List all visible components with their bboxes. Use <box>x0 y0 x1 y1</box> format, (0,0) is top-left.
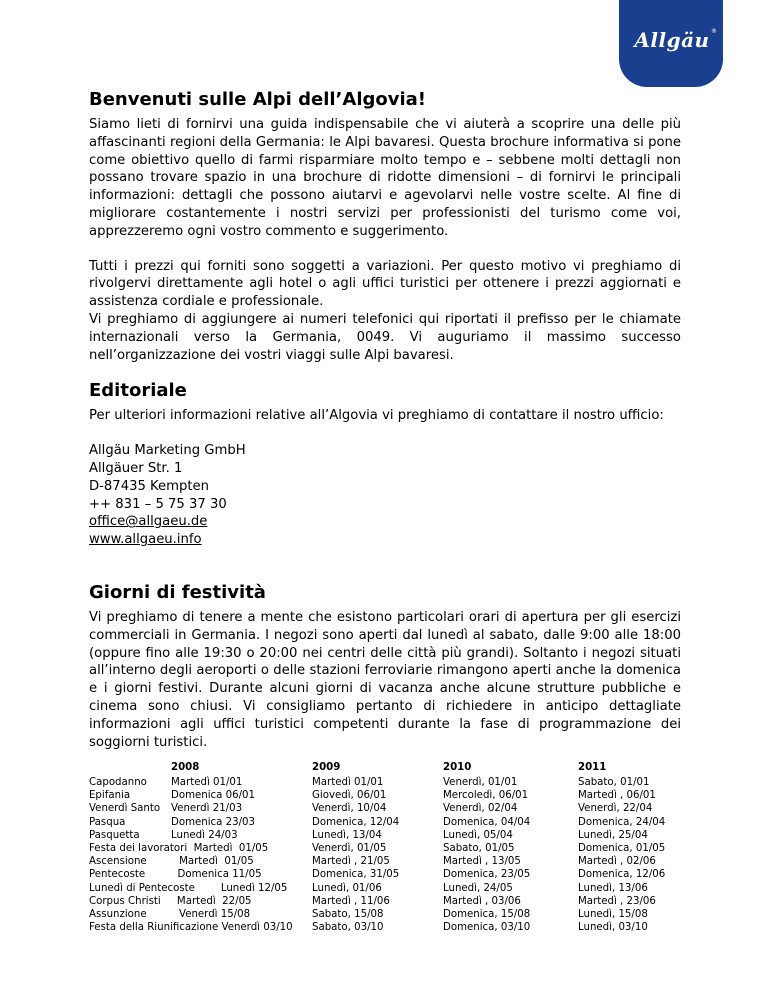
column-2011 <box>578 761 688 934</box>
year-header: 2010 <box>443 762 472 773</box>
date-cell: Mercoledì, 06/01 <box>443 790 529 802</box>
table-row: Assunzione Venerdì 15/08 <box>89 908 251 920</box>
column-2009 <box>312 761 432 934</box>
year-header: 2008 <box>171 762 200 773</box>
date-cell: Martedì , 13/05 <box>443 856 521 868</box>
table-row: Festa della Riunificazione Venerdì 03/10 <box>89 922 293 934</box>
address-line: Allgäuer Str. 1 <box>89 460 183 476</box>
date-cell: Venerdì, 01/05 <box>312 842 387 854</box>
date-cell: Martedì , 02/06 <box>578 856 656 868</box>
date-cell: Domenica, 12/04 <box>312 816 400 828</box>
table-row: Pasqua Domenica 23/03 <box>89 816 255 828</box>
address-line: Allgäu Marketing GmbH <box>89 443 246 459</box>
address-line: D-87435 Kempten <box>89 478 210 494</box>
document-body <box>89 90 681 751</box>
table-row: Lunedì di Pentecoste Lunedì 12/05 <box>89 882 288 894</box>
intro-paragraph-1: Siamo lieti di fornirvi una guida indispensabile che vi aiuterà a scoprire una delle più affascinanti regioni della Germania: le Alpi bavaresi. Questa brochure informativa si pone come obiettivo quello di farmi risparmiare molto tempo e – sebbene molti dettagli non possano trovare spazio in una brochure di ridotte dimensioni – di fornirvi le principali informazioni: dettagli che possono aiutarvi e agevolarvi nelle vostre scelte. Al fine di migliorare costantemente i nostri servizi per professionisti del turismo come voi, apprezzeremo ogni vostro commento e suggerimento. <box>89 117 681 239</box>
date-cell: Domenica, 04/04 <box>443 816 531 828</box>
date-cell: Lunedì, 05/04 <box>443 829 513 841</box>
table-row: Pasquetta Lunedì 24/03 <box>89 829 238 841</box>
date-cell: Domenica, 31/05 <box>312 869 400 881</box>
intro-paragraph-2: Tutti i prezzi qui forniti sono soggetti a variazioni. Per questo motivo vi preghiamo di rivolgervi direttamente agli hotel o agli uffici turistici per ottenere i prezzi aggiornati e assistenza cordiale e professionale. <box>89 258 681 310</box>
editorial-text: Per ulteriori informazioni relative all’Algovia vi preghiamo di contattare il nostro ufficio: <box>89 408 664 424</box>
phone-number: ++ 831 – 5 75 37 30 <box>89 496 227 512</box>
editorial-title: Editoriale <box>89 380 187 402</box>
column-2010 <box>443 761 563 934</box>
date-cell: Lunedì, 15/08 <box>578 908 648 920</box>
date-cell: Venerdì, 22/04 <box>578 803 653 815</box>
date-cell: Martedì , 21/05 <box>312 856 390 868</box>
table-row: Festa dei lavoratori Martedì 01/05 <box>89 842 269 854</box>
date-cell: Domenica, 24/04 <box>578 816 666 828</box>
date-cell: Martedì 01/01 <box>312 777 384 788</box>
intro-title: Benvenuti sulle Alpi dell’Algovia! <box>89 89 426 110</box>
date-cell: Venerdì, 01/01 <box>443 777 518 788</box>
date-cell: Domenica, 12/06 <box>578 869 666 881</box>
holidays-text: Vi preghiamo di tenere a mente che esistono particolari orari di apertura per gli esercizi commerciali in Germania. I negozi sono aperti dal lunedì al sabato, dalle 9:00 alle 18:00 (oppure fino alle 19:30 o 20:00 nei centri delle città più grandi). Soltanto i negozi situati all’interno degli aeroporti o delle stazioni ferroviarie rimangono aperti anche la domenica e i giorni festivi. Durante alcuni giorni di vacanza anche alcune strutture pubbliche e cinema sono chiusi. Vi consigliamo pertanto di richiedere in anticipo dettagliate informazioni agli uffici turistici competenti durante la fase di programmazione dei soggiorni turistici. <box>89 609 681 750</box>
date-cell: Lunedì, 25/04 <box>578 829 648 841</box>
date-cell: Giovedì, 06/01 <box>312 790 387 802</box>
contact-address <box>89 442 681 549</box>
date-cell: Sabato, 01/01 <box>578 777 650 788</box>
date-cell: Domenica, 03/10 <box>443 922 531 934</box>
year-header: 2011 <box>578 762 607 773</box>
date-cell: Sabato, 03/10 <box>312 922 384 934</box>
holidays-title: Giorni di festività <box>89 581 266 603</box>
table-row: Pentecoste Domenica 11/05 <box>89 869 262 881</box>
date-cell: Venerdì, 02/04 <box>443 803 518 815</box>
table-row: Capodanno Martedì 01/01 <box>89 777 243 788</box>
date-cell: Sabato, 01/05 <box>443 842 515 854</box>
date-cell: Domenica, 23/05 <box>443 869 531 881</box>
date-cell: Lunedì, 03/10 <box>578 922 648 934</box>
date-cell: Martedì , 11/06 <box>312 895 390 907</box>
date-cell: Lunedì, 13/06 <box>578 882 648 894</box>
date-cell: Martedì , 06/01 <box>578 790 656 802</box>
email-link[interactable]: office@allgaeu.de <box>89 514 208 530</box>
logo-registered-mark: ® <box>711 28 717 35</box>
logo-wordmark: Allgäu <box>634 28 710 52</box>
date-cell: Domenica, 15/08 <box>443 908 531 920</box>
date-cell: Venerdì, 10/04 <box>312 803 387 815</box>
date-cell: Martedì , 03/06 <box>443 895 521 907</box>
date-cell: Sabato, 15/08 <box>312 908 384 920</box>
intro-paragraph-3: Vi preghiamo di aggiungere ai numeri telefonici qui riportati il prefisso per le chiamate internazionali verso la Germania, 0049. Vi auguriamo il massimo successo nell’organizzazione dei vostri viaggi sulle Alpi bavaresi. <box>89 311 681 363</box>
date-cell: Martedì , 23/06 <box>578 895 656 907</box>
table-row: Venerdì Santo Venerdì 21/03 <box>89 803 243 815</box>
table-row: Ascensione Martedì 01/05 <box>89 856 254 868</box>
date-cell: Domenica, 01/05 <box>578 842 666 854</box>
date-cell: Lunedì, 24/05 <box>443 882 513 894</box>
table-row: Corpus Christi Martedì 22/05 <box>89 895 252 907</box>
date-cell: Lunedì, 01/06 <box>312 882 382 894</box>
column-2008 <box>89 761 293 934</box>
website-link[interactable]: www.allgaeu.info <box>89 532 202 548</box>
date-cell: Lunedì, 13/04 <box>312 829 382 841</box>
allgaeu-logo <box>619 0 723 87</box>
table-row: Epifania Domenica 06/01 <box>89 790 255 802</box>
year-header: 2009 <box>312 762 341 773</box>
